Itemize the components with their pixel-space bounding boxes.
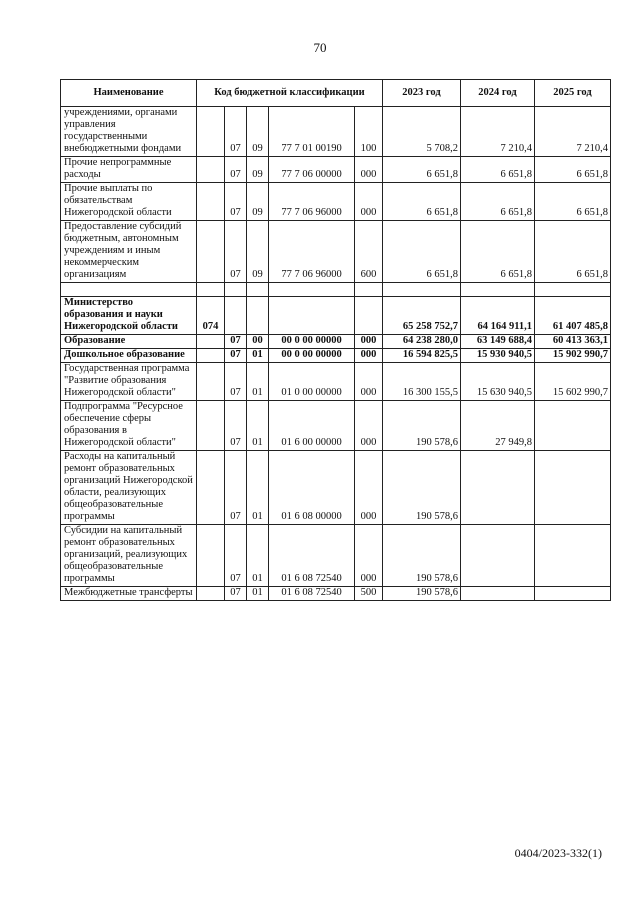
spacer-cell [383,283,461,297]
row-amount-2024: 15 630 940,5 [461,363,535,401]
spacer-cell [355,283,383,297]
table-row [61,349,611,363]
row-amount-2025 [535,525,611,587]
row-amount-2025: 15 602 990,7 [535,363,611,401]
row-subsection-code: 01 [247,363,269,401]
row-subsection-code: 09 [247,157,269,183]
row-ved-code [197,157,225,183]
row-amount-2024: 15 930 940,5 [461,349,535,363]
row-section-code: 07 [225,157,247,183]
row-section-code: 07 [225,221,247,283]
row-amount-2023: 6 651,8 [383,221,461,283]
table-row [61,401,611,451]
row-target-code: 77 7 06 96000 [269,183,355,221]
row-ved-code: 074 [197,297,225,335]
row-amount-2023: 64 238 280,0 [383,335,461,349]
row-ved-code [197,451,225,525]
page-number: 70 [313,40,327,55]
row-name: Дошкольное образование [61,349,197,363]
row-ved-code [197,587,225,601]
row-amount-2025: 60 413 363,1 [535,335,611,349]
row-section-code [225,297,247,335]
document-code: 0404/2023-332(1) [514,846,602,860]
table-row [61,335,611,349]
header-2024: 2024 год [461,80,535,107]
row-subsection-code: 09 [247,107,269,157]
row-amount-2023: 6 651,8 [383,183,461,221]
row-ved-code [197,363,225,401]
row-expense-type-code: 000 [355,401,383,451]
row-subsection-code: 01 [247,525,269,587]
row-amount-2024 [461,587,535,601]
row-subsection-code: 09 [247,221,269,283]
row-target-code: 01 6 00 00000 [269,401,355,451]
row-section-code: 07 [225,401,247,451]
row-subsection-code: 01 [247,587,269,601]
budget-table [60,79,611,601]
row-subsection-code: 00 [247,335,269,349]
row-amount-2023: 5 708,2 [383,107,461,157]
row-target-code: 01 6 08 72540 [269,525,355,587]
spacer-cell [461,283,535,297]
spacer-cell [269,283,355,297]
row-amount-2025: 15 902 990,7 [535,349,611,363]
row-subsection-code: 01 [247,349,269,363]
row-expense-type-code: 600 [355,221,383,283]
row-amount-2025 [535,401,611,451]
row-ved-code [197,349,225,363]
row-section-code: 07 [225,183,247,221]
row-expense-type-code: 000 [355,363,383,401]
row-amount-2025: 7 210,4 [535,107,611,157]
row-expense-type-code: 000 [355,335,383,349]
row-name: Министерство образования и науки Нижегородской области [61,297,197,335]
table-row [61,107,611,157]
row-amount-2025: 61 407 485,8 [535,297,611,335]
table-spacer-row [61,283,611,297]
row-section-code: 07 [225,107,247,157]
row-expense-type-code: 000 [355,451,383,525]
row-section-code: 07 [225,587,247,601]
row-amount-2024: 6 651,8 [461,221,535,283]
table-row [61,525,611,587]
row-section-code: 07 [225,363,247,401]
row-amount-2023: 190 578,6 [383,587,461,601]
header-2025: 2025 год [535,80,611,107]
row-target-code: 01 0 00 00000 [269,363,355,401]
table-header-row [61,80,611,107]
row-target-code: 77 7 01 00190 [269,107,355,157]
row-target-code: 01 6 08 72540 [269,587,355,601]
row-target-code: 00 0 00 00000 [269,335,355,349]
row-expense-type-code: 000 [355,349,383,363]
row-ved-code [197,183,225,221]
row-expense-type-code: 000 [355,525,383,587]
row-amount-2024: 6 651,8 [461,183,535,221]
table-row [61,451,611,525]
row-name: Прочие выплаты по обязательствам Нижегородской области [61,183,197,221]
row-name: Прочие непрограммные расходы [61,157,197,183]
row-amount-2024: 27 949,8 [461,401,535,451]
row-expense-type-code [355,297,383,335]
row-name: Субсидии на капитальный ремонт образовательных организаций, реализующих общеобразовательные программы [61,525,197,587]
row-subsection-code: 01 [247,451,269,525]
row-amount-2025: 6 651,8 [535,183,611,221]
row-subsection-code: 01 [247,401,269,451]
row-name: Образование [61,335,197,349]
row-amount-2025: 6 651,8 [535,221,611,283]
row-name: Межбюджетные трансферты [61,587,197,601]
row-amount-2024: 7 210,4 [461,107,535,157]
row-amount-2025 [535,587,611,601]
table-row [61,363,611,401]
row-amount-2024 [461,525,535,587]
row-name: Государственная программа "Развитие образования Нижегородской области" [61,363,197,401]
table-row [61,221,611,283]
row-amount-2025 [535,451,611,525]
row-target-code: 01 6 08 00000 [269,451,355,525]
row-expense-type-code: 000 [355,157,383,183]
header-code: Код бюджетной классификации [197,80,383,107]
row-expense-type-code: 500 [355,587,383,601]
row-section-code: 07 [225,451,247,525]
row-amount-2024: 63 149 688,4 [461,335,535,349]
row-subsection-code [247,297,269,335]
spacer-cell [197,283,225,297]
row-name: Расходы на капитальный ремонт образовательных организаций Нижегородской области, реализующих общеобразовательные программы [61,451,197,525]
row-subsection-code: 09 [247,183,269,221]
row-expense-type-code: 100 [355,107,383,157]
row-target-code: 77 7 06 96000 [269,221,355,283]
row-amount-2025: 6 651,8 [535,157,611,183]
row-name: Предоставление субсидий бюджетным, автономным учреждениям и иным некоммерческим организациям [61,221,197,283]
table-row [61,157,611,183]
row-amount-2024: 6 651,8 [461,157,535,183]
spacer-cell [247,283,269,297]
row-name: Подпрограмма "Ресурсное обеспечение сферы образования в Нижегородской области" [61,401,197,451]
row-ved-code [197,107,225,157]
row-ved-code [197,401,225,451]
row-ved-code [197,525,225,587]
row-amount-2024: 64 164 911,1 [461,297,535,335]
row-expense-type-code: 000 [355,183,383,221]
row-name: учреждениями, органами управления государственными внебюджетными фондами [61,107,197,157]
row-amount-2023: 190 578,6 [383,401,461,451]
row-section-code: 07 [225,335,247,349]
row-amount-2023: 16 594 825,5 [383,349,461,363]
table-row [61,587,611,601]
row-amount-2023: 6 651,8 [383,157,461,183]
row-amount-2023: 190 578,6 [383,451,461,525]
row-amount-2024 [461,451,535,525]
row-amount-2023: 16 300 155,5 [383,363,461,401]
row-section-code: 07 [225,525,247,587]
row-target-code: 77 7 06 00000 [269,157,355,183]
header-name: Наименование [61,80,197,107]
spacer-cell [61,283,197,297]
spacer-cell [225,283,247,297]
row-ved-code [197,221,225,283]
table-row [61,183,611,221]
row-ved-code [197,335,225,349]
row-target-code [269,297,355,335]
spacer-cell [535,283,611,297]
row-amount-2023: 65 258 752,7 [383,297,461,335]
header-2023: 2023 год [383,80,461,107]
table-row [61,297,611,335]
row-target-code: 00 0 00 00000 [269,349,355,363]
row-section-code: 07 [225,349,247,363]
row-amount-2023: 190 578,6 [383,525,461,587]
